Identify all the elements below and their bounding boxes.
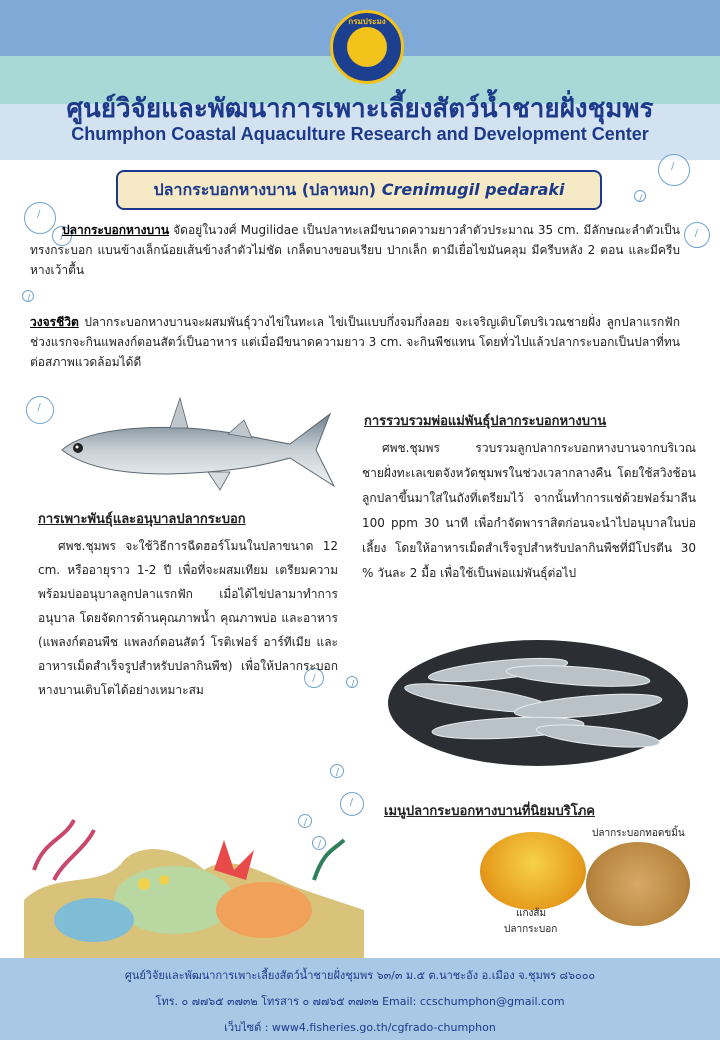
intro-paragraph bbox=[30, 220, 680, 280]
page-title-english: Chumphon Coastal Aquaculture Research and Development Center bbox=[71, 124, 649, 144]
collection-paragraph: ศพช.ชุมพร รวบรวมลูกปลากระบอกหางบานจากบริเวณชายฝั่งทะเลเขตจังหวัดชุมพรในช่วงเวลากลางคืน โดยใช้สวิงช้อนลูกปลาขึ้นมาใส่ในถังที่เตรียมไว้ จากนั้นทำการแช่ด้วยฟอร์มาลีน 100 ppm 30 นาที เพื่อกำจัดพาราสิตก่อนจะนำไปอนุบาลในบ่อเลี้ยง โดยให้อาหารเม็ดสำเร็จรูปสำหรับปลากินพืชที่มีโปรตีน 30 % วันละ 2 มื้อ เพื่อใช้เป็นพ่อแม่พันธุ์ต่อไป bbox=[362, 441, 696, 580]
harvested-fish-photo bbox=[388, 640, 688, 766]
intro-text: จัดอยู่ในวงศ์ Mugilidae เป็นปลาทะเลมีขนาดความยาวลำตัวประมาณ 35 cm. มีลักษณะลำตัวเป็นทรงกระบอก แบนข้างเล็กน้อยเส้นข้างลำตัวไม่ชัด เกล็ดบางขอบเรียบ ปากเล็ก ตามีเยื่อไขมันคลุม มีครีบหลัง 2 ตอน และมีครีบหางเว้าตื้น bbox=[30, 223, 680, 277]
footer-website: เว็บไซต์ : www4.fisheries.go.th/cgfrado-chumphon bbox=[224, 1021, 496, 1034]
dish1-caption-line2: ปลากระบอก bbox=[504, 924, 558, 935]
species-title-box bbox=[116, 170, 602, 210]
bubble-decoration bbox=[26, 396, 54, 424]
logo-text: กรมประมง bbox=[348, 17, 386, 26]
dish1-caption-line1: แกงส้ม bbox=[516, 908, 547, 919]
species-thai-name: ปลากระบอกหางบาน (ปลาหมก) bbox=[153, 180, 377, 199]
bubble-decoration bbox=[346, 676, 358, 688]
department-logo bbox=[330, 10, 404, 84]
footer-contact-bar bbox=[0, 958, 720, 1040]
bubble-decoration bbox=[658, 154, 690, 186]
sour-curry-dish-photo bbox=[480, 832, 586, 910]
intro-heading: ปลากระบอกหางบาน bbox=[62, 223, 170, 237]
species-scientific-name: Crenimugil pedaraki bbox=[381, 180, 565, 199]
logo-emblem bbox=[347, 27, 387, 67]
footer-address: ศูนย์วิจัยและพัฒนาการเพาะเลี้ยงสัตว์น้ำชายฝั่งชุมพร ๖๓/๓ ม.๕ ต.นาชะอัง อ.เมือง จ.ชุมพร ๘๖๐๐๐ bbox=[124, 969, 596, 982]
lifecycle-paragraph bbox=[30, 312, 680, 372]
bubble-decoration bbox=[684, 222, 710, 248]
lifecycle-text: ปลากระบอกหางบานจะผสมพันธุ์วางไข่ในทะเล ไข่เป็นแบบกึ่งจมกึ่งลอย จะเจริญเติบโตบริเวณชายฝั่ง ลูกปลาแรกฟักช่วงแรกจะกินแพลงก์ตอนสัตว์เป็นอาหาร แต่เมื่อมีขนาดความยาว 3 cm. จะกินพืชแทน โดยทั่วไปแล้วปลากระบอกเป็นปลาที่ทนต่อสภาพแวดล้อมได้ดี bbox=[30, 315, 680, 369]
bubble-decoration bbox=[634, 190, 646, 202]
dish2-caption: ปลากระบอกทอดขมิ้น bbox=[592, 828, 685, 839]
breeding-heading: การเพาะพันธุ์และอนุบาลปลากระบอก bbox=[38, 512, 246, 527]
page-title-thai: ศูนย์วิจัยและพัฒนาการเพาะเลี้ยงสัตว์น้ำชายฝั่งชุมพร bbox=[66, 94, 654, 124]
lifecycle-heading: วงจรชีวิต bbox=[30, 315, 79, 329]
footer-contact: โทร. ๐ ๗๗๖๕ ๓๗๓๒ โทรสาร ๐ ๗๗๖๕ ๓๗๓๒ Email: ccschumphon@gmail.com bbox=[155, 995, 565, 1008]
bubble-decoration bbox=[22, 290, 34, 302]
bubble-decoration bbox=[330, 764, 344, 778]
coral-reef-illustration bbox=[24, 780, 364, 960]
mullet-fish-illustration bbox=[58, 394, 338, 494]
breeding-paragraph: ศพช.ชุมพร จะใช้วิธีการฉีดฮอร์โมนในปลาขนาด 12 cm. หรืออายุราว 1-2 ปี เพื่อที่จะผสมเทียม เตรียมความพร้อมบ่ออนุบาลลูกปลาแรกฟัก เมื่อได้ไข่ปลามาทำการอนุบาล โดยจัดการด้านคุณภาพน้ำ คุณภาพบ่อ และอาหาร (แพลงก์ตอนพืช แพลงก์ตอนสัตว์ โรติเฟอร์ อาร์ทีเมีย และอาหารเม็ดสำเร็จรูปสำหรับปลากินพืช) เพื่อให้ปลากระบอกหางบานเติบโตได้อย่างเหมาะสม bbox=[38, 539, 338, 697]
menu-heading: เมนูปลากระบอกหางบานที่นิยมบริโภค bbox=[384, 804, 595, 819]
fried-turmeric-fish-photo bbox=[586, 842, 690, 926]
collection-heading: การรวบรวมพ่อแม่พันธุ์ปลากระบอกหางบาน bbox=[364, 414, 607, 429]
